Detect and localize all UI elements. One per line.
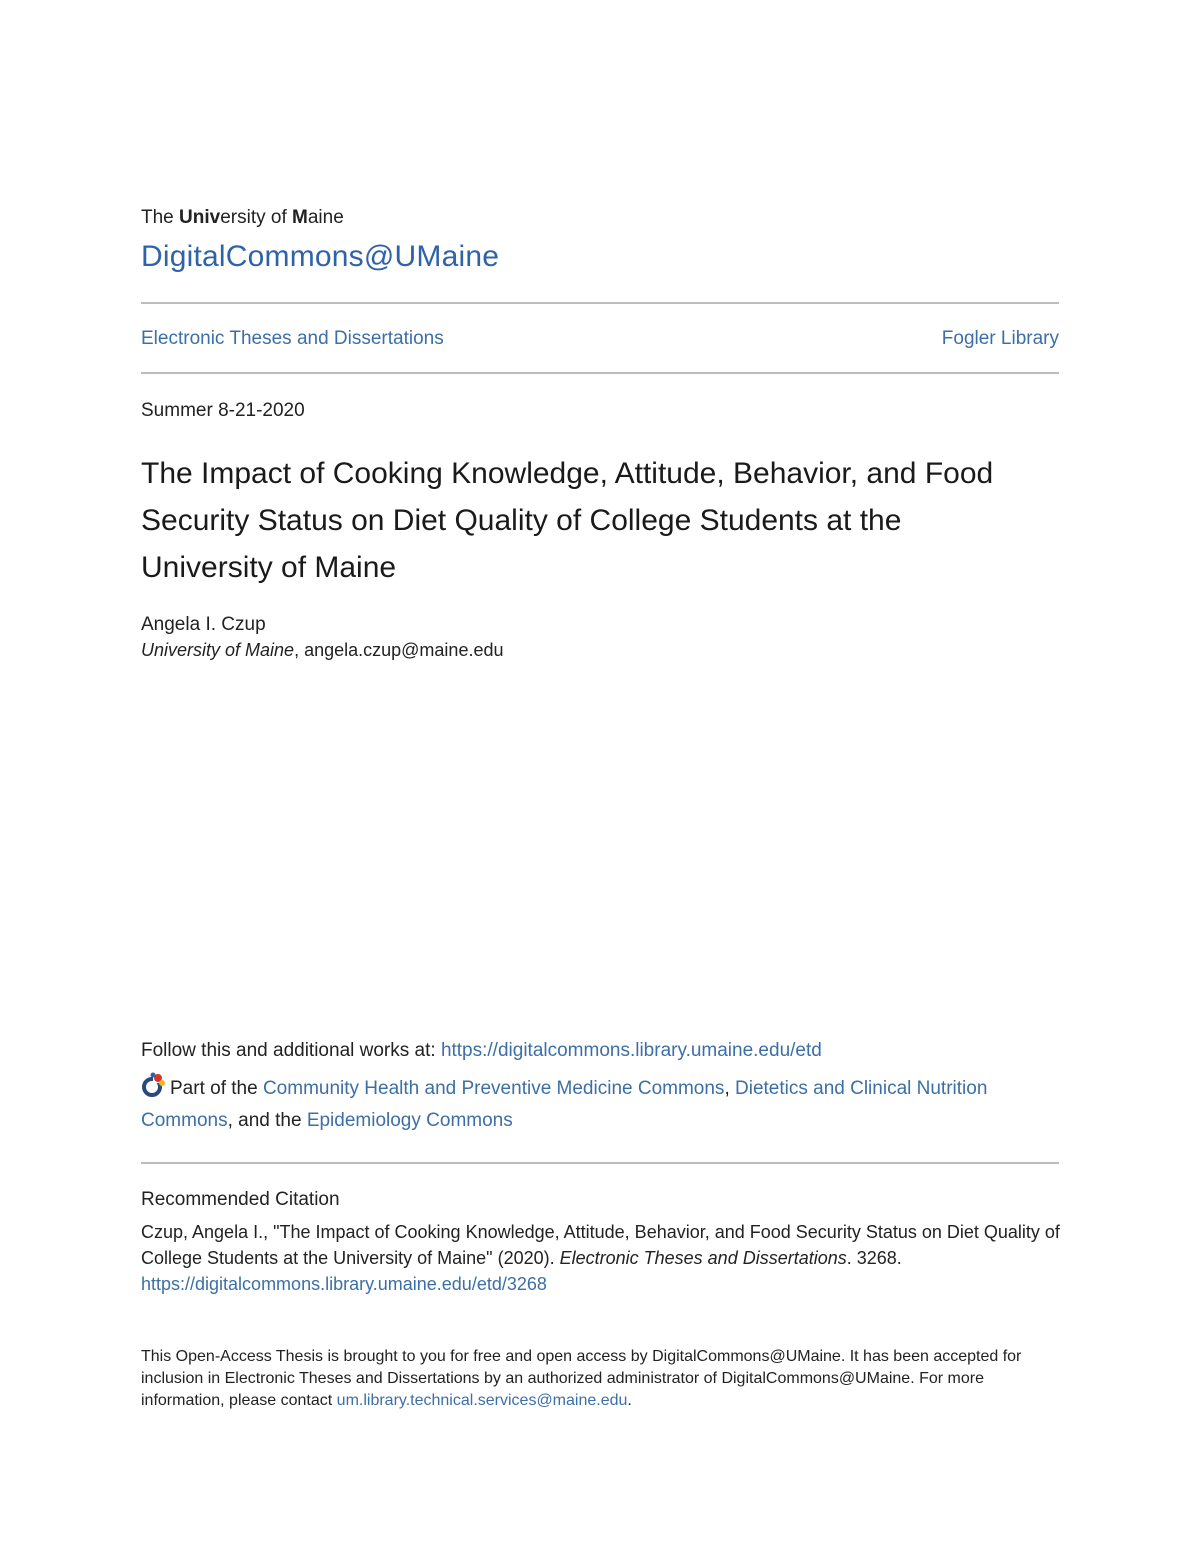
part-of-commons: Part of the Community Health and Preventive Medicine Commons, Dietetics and Clinical Nutrition Commons, and the Epidemiology Commons [141, 1072, 1059, 1137]
divider-nav [141, 372, 1059, 374]
library-link[interactable]: Fogler Library [941, 328, 1059, 349]
author-name: Angela I. Czup [141, 614, 266, 635]
divider-citation [141, 1162, 1059, 1164]
author-email: angela.czup@maine.edu [304, 640, 504, 660]
digitalcommons-brand-link[interactable]: DigitalCommons@UMaine [141, 240, 500, 273]
citation-url-link[interactable]: https://digitalcommons.library.umaine.edu/etd/3268 [141, 1274, 547, 1294]
follow-line: Follow this and additional works at: https://digitalcommons.library.umaine.edu/etd [141, 1040, 822, 1061]
citation-series: Electronic Theses and Dissertations [559, 1248, 847, 1268]
citation-body: Czup, Angela I., "The Impact of Cooking Knowledge, Attitude, Behavior, and Food Security Status on Diet Quality of College Students at the University of Maine" (2020). Electronic Theses and Dissertations. 3268. https://digitalcommons.library.umaine.edu/etd/3268 [141, 1222, 1060, 1294]
dietetics-commons-link[interactable]: Dietetics and Clinical Nutrition Commons [141, 1078, 988, 1131]
publication-date: Summer 8-21-2020 [141, 400, 305, 421]
author-affiliation: University of Maine, angela.czup@maine.edu [141, 640, 504, 660]
divider-top [141, 302, 1059, 304]
network-icon [141, 1072, 167, 1098]
citation-heading: Recommended Citation [141, 1189, 340, 1210]
open-access-notice: This Open-Access Thesis is brought to you for free and open access by DigitalCommons@UMaine. It has been accepted for inclusion in Electronic Theses and Dissertations by an authorized administrator of DigitalCommons@UMaine. For more information, please contact um.library.technical.services@maine.edu. [141, 1348, 1022, 1409]
contact-email-link[interactable]: um.library.technical.services@maine.edu [336, 1392, 628, 1409]
collection-link[interactable]: Electronic Theses and Dissertations [141, 328, 444, 349]
epidemiology-commons-link[interactable]: Epidemiology Commons [306, 1110, 513, 1131]
etd-collection-url-link[interactable]: https://digitalcommons.library.umaine.edu/etd [440, 1040, 822, 1061]
affiliation-name: University of Maine [141, 640, 295, 660]
thesis-title: The Impact of Cooking Knowledge, Attitude, Behavior, and Food Security Status on Diet Quality of College Students at the University of Maine [141, 457, 994, 584]
institution-name: The University of Maine [141, 207, 344, 228]
community-health-commons-link[interactable]: Community Health and Preventive Medicine Commons [262, 1078, 725, 1099]
